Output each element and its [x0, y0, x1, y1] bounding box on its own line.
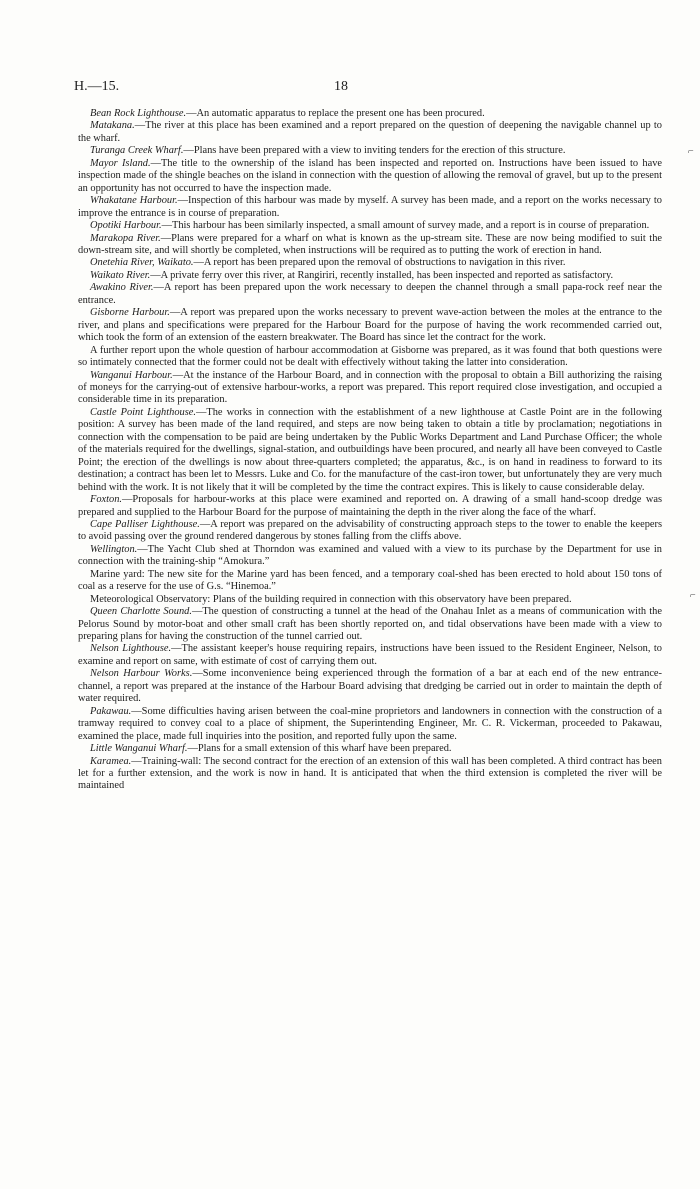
paragraph-heading: Wellington. [90, 543, 138, 555]
paragraph [78, 519, 662, 544]
paragraph [78, 756, 662, 793]
paragraph-text: —Proposals for harbour-works at this place were examined and reported on. A drawing of a small hand-scoop dredge was prepared and supplied to the Harbour Board for the purpose of maintaining the depth in the river along the face of the wharf. [78, 494, 662, 518]
paragraph-heading: Matakana. [90, 120, 135, 132]
paragraph-heading: Wanganui Harbour. [90, 369, 173, 381]
document-body [78, 108, 662, 793]
paragraph-heading: Awakino River. [90, 282, 154, 294]
paragraph [78, 282, 662, 307]
paragraph-heading: Nelson Lighthouse. [90, 643, 172, 655]
paragraph [78, 569, 662, 594]
paragraph-heading: Opotiki Harbour. [90, 220, 162, 232]
paragraph [78, 370, 662, 407]
paragraph [78, 606, 662, 643]
paragraph-text: —The Yacht Club shed at Thorndon was examined and valued with a view to its purchase by the Department for use in connection with the training-ship “Amokura.” [78, 543, 662, 568]
paragraph-heading: Bean Rock Lighthouse. [90, 108, 187, 119]
paragraph-text: —The assistant keeper's house requiring repairs, instructions have been issued to the Resident Engineer, Nelson, to examine and report on same, with estimate of cost of carrying them out. [78, 643, 662, 667]
paragraph-text: —A report has been prepared upon the work necessary to deepen the channel through a small papa-rock reef near the entrance. [78, 282, 662, 306]
paragraph [78, 494, 662, 519]
paragraph-text: —A private ferry over this river, at Rangiriri, recently installed, has been inspected and reported as satisfactory. [150, 269, 614, 281]
paragraph [78, 407, 662, 494]
paragraph-heading: Mayor Island. [90, 157, 151, 169]
paragraph-text: —The river at this place has been examined and a report prepared on the question of deepening the navigable channel up to the wharf. [78, 120, 662, 144]
paragraph-heading: Karamea. [90, 755, 132, 767]
paragraph-text: A further report upon the whole question of harbour accommodation at Gisborne was prepared, as it was found that both questions were so intimately connected that the former could not be dealt with effectively without taking the latter into consideration. [78, 344, 662, 369]
paragraph-heading: Turanga Creek Wharf. [90, 145, 184, 157]
margin-mark-icon: ⌐ [688, 146, 694, 157]
paragraph [78, 270, 662, 282]
paragraph-text: —A report was prepared upon the works necessary to prevent wave-action between the moles at the entrance to the river, and plans and specifications were prepared for the Harbour Board for the purpose of having the work recommended carried out, which took the form of an extension of the eastern breakwater. The Board has since let the contract for the work. [78, 307, 662, 344]
paragraph-heading: Nelson Harbour Works. [90, 668, 193, 680]
paragraph [78, 257, 662, 269]
paragraph-text: —Plans have been prepared with a view to inviting tenders for the erection of this structure. [183, 145, 566, 157]
paragraph-heading: Queen Charlotte Sound. [90, 606, 192, 618]
paragraph [78, 145, 662, 157]
paragraph-text: —Some difficulties having arisen between the coal-mine proprietors and landowners in connection with the construction of a tramway required to convey coal to a place of shipment, the Superintending Engineer, Mr. C. R. Vickerman, proceeded to Pakawau, examined the place, made full inquiries into the position, and reported fully upon the same. [78, 705, 662, 742]
paragraph-heading: Foxton. [90, 494, 123, 506]
paragraph-text: —The question of constructing a tunnel at the head of the Onahau Inlet as a means of communication with the Pelorus Sound by motor-boat and other small craft has been shortly reported on, and tidal observations have been made with a view to preparing plans for having the construction of the tunnel carried out. [78, 606, 662, 643]
paragraph-heading: Marakopa River. [90, 232, 161, 244]
paragraph [78, 108, 662, 120]
paragraph-heading: Waikato River. [90, 269, 151, 281]
paragraph [78, 544, 662, 569]
paragraph [78, 120, 662, 145]
paragraph-text: —Some inconvenience being experienced through the formation of a bar at each end of the new entrance-channel, a report was prepared at the instance of the Harbour Board advising that dredging be carried out in order to maintain the depth of water required. [78, 668, 663, 705]
paragraph-text: —An automatic apparatus to replace the present one has been procured. [186, 108, 485, 119]
paragraph [78, 594, 662, 606]
paragraph-text: Marine yard: The new site for the Marine yard has been fenced, and a temporary coal-shed has been erected to hold about 150 tons of coal as a reserve for the use of G.s. “Hinemoa.” [78, 568, 662, 593]
paragraph-heading: Little Wanganui Wharf. [90, 743, 188, 755]
paragraph-text: —Plans were prepared for a wharf on what is known as the up-stream site. These are now being modified to suit the down-stream site, and will shortly be completed, when instructions will be required as to putting the work of erection in hand. [78, 232, 662, 256]
paragraph [78, 345, 662, 370]
page-number: 18 [334, 79, 348, 94]
paragraph-text: —Plans for a small extension of this wharf have been prepared. [187, 743, 452, 755]
paragraph-text: —A report was prepared on the advisability of constructing approach steps to the tower to enable the keepers to avoid passing over the ground rendered dangerous by stones falling from the cliffs above. [78, 518, 662, 543]
paragraph-heading: Castle Point Lighthouse. [90, 406, 196, 418]
paragraph [78, 195, 662, 220]
paragraph-heading: Pakawau. [90, 705, 132, 717]
paragraph-text: —A report has been prepared upon the removal of obstructions to navigation in this river. [193, 257, 566, 269]
paragraph [78, 668, 662, 705]
paragraph [78, 158, 662, 195]
paragraph [78, 706, 662, 743]
paragraph-text: Meteorological Observatory: Plans of the building required in connection with this observatory have been prepared. [90, 593, 572, 605]
paragraph-text: —The title to the ownership of the island has been inspected and reported on. Instructions have been issued to have inspection made of the shingle beaches on the island in connection with the question of allowing the removal of gravel, but up to the present an opportunity has not occurred to have the inspection made. [78, 157, 662, 194]
paragraph-heading: Whakatane Harbour. [90, 195, 178, 207]
paragraph [78, 233, 662, 258]
paragraph [78, 743, 662, 755]
margin-mark-icon: ⌐ [690, 590, 696, 601]
paragraph-text: —Inspection of this harbour was made by myself. A survey has been made, and a report on the works necessary to improve the entrance is in course of preparation. [78, 195, 662, 219]
paragraph-heading: Cape Palliser Lighthouse. [90, 518, 200, 530]
paragraph [78, 307, 662, 344]
paragraph-text: —At the instance of the Harbour Board, and in connection with the proposal to obtain a Bill authorizing the raising of moneys for the carrying-out of extensive harbour-works, a report was prepared. This report required close investigation, and occupied a considerable time in its preparation. [78, 369, 662, 406]
paragraph [78, 220, 662, 232]
paragraph-text: —Training-wall: The second contract for the erection of an extension of this wall has been completed. A third contract has been let for a further extension, and the work is now in hand. It is anticipated that when the third extension is completed the river will be maintained [78, 755, 662, 792]
paragraph-heading: Onetehia River, Waikato. [90, 257, 194, 269]
paragraph-text: —This harbour has been similarly inspected, a small amount of survey made, and a report is in course of preparation. [161, 220, 650, 232]
paragraph-text: —The works in connection with the establishment of a new lighthouse at Castle Point are in the following position: A survey has been made of the land required, and steps are now being taken to obtain a title by proclamation; negotiations in connection with the compensation to be paid are being undertaken by the Public Works Department and Land Purchase Officer; the whole of the materials required for the dwellings, signal-station, and outbuildings have been procured, and nearly all have been conveyed to Castle Point; the erection of the dwellings is now about three-quarters completed; the apparatus, &c., is on hand in readiness to forward to its destination; a contract has been let to Messrs. Luke and Co. for the manufacture of the cast-iron tower, but unfortunately they are very much behind with the work. It is not likely that it will be completed by the time the contract expires. This is likely to cause considerable delay. [78, 406, 662, 493]
paragraph-heading: Gisborne Harbour. [90, 307, 170, 319]
paragraph [78, 643, 662, 668]
document-reference: H.—15. [74, 79, 120, 94]
